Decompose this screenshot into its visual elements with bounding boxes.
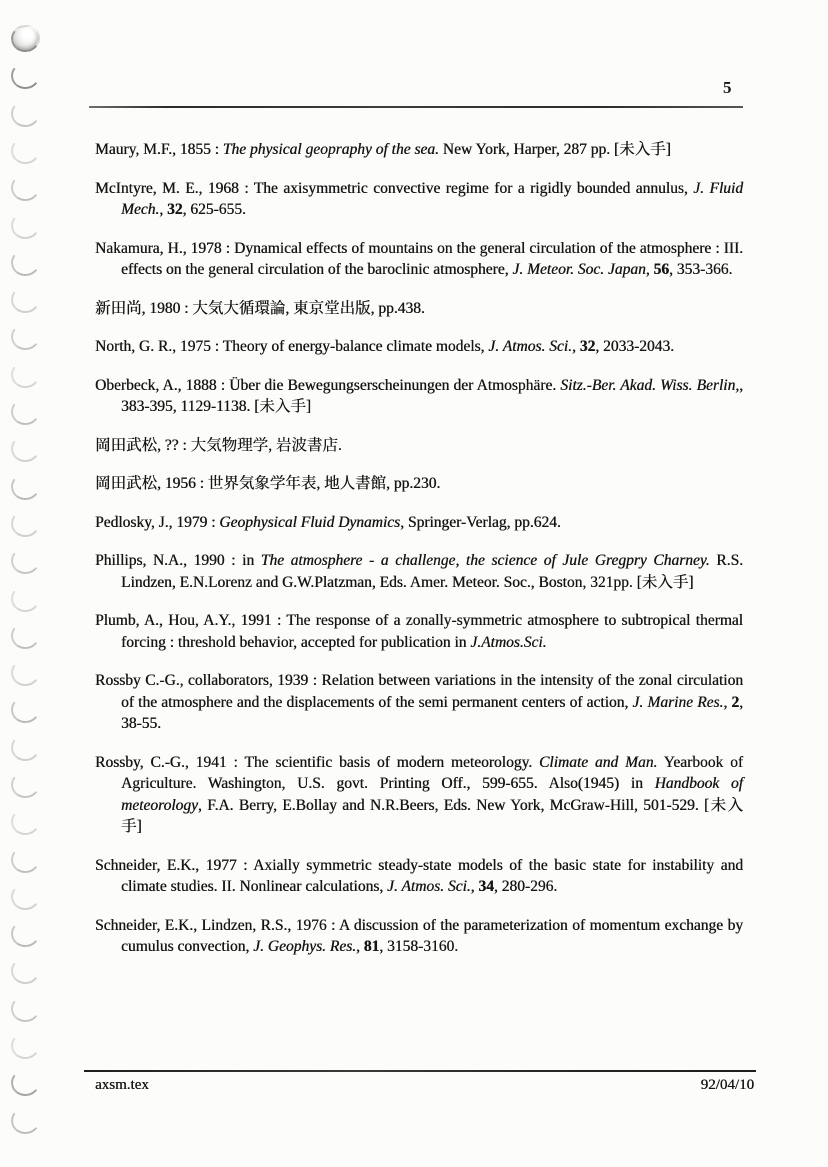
binding-ring [9, 806, 41, 837]
reference-entry [95, 752, 743, 838]
binding-ring [9, 247, 41, 278]
footer-date: 92/04/10 [700, 1077, 754, 1093]
reference-entry [95, 238, 743, 281]
binding-ring [9, 98, 41, 129]
reference-text-segment: Maury, M.F., 1855 : [95, 141, 223, 158]
reference-text-segment: Oberbeck, A., 1888 : Über die Bewegungserscheinungen der Atmosphäre. [95, 376, 561, 394]
reference-text-segment: North, G. R., 1975 : Theory of energy-balance climate models, [95, 338, 489, 355]
reference-text-segment: Sitz.-Ber. Akad. Wiss. Berlin, [560, 376, 740, 394]
reference-text-segment: 2 [731, 693, 740, 711]
spiral-binding [0, 0, 60, 1167]
reference-text-segment: , 383-395, 1129-1138. [未入手] [121, 376, 743, 415]
reference-text-segment: J. Atmos. Sci. [387, 878, 471, 895]
reference-list [95, 139, 743, 975]
reference-text-segment: 岡田武松, ?? : 大気物理学, 岩波書店. [95, 436, 342, 454]
binding-ring [9, 769, 41, 800]
binding-ring [9, 620, 41, 651]
binding-ring [9, 1030, 41, 1061]
reference-entry [95, 855, 743, 898]
reference-text-segment: Plumb, A., Hou, A.Y., 1991 : The response of a zonally-symmetric atmosphere to subtropical thermal forcing : threshold behavior, accepted for publication in [95, 612, 743, 651]
reference-text-segment: Schneider, E.K., 1977 : Axially symmetric steady-state models of the basic state for instability and climate studies. II. Nonlinear calculations, [95, 856, 743, 895]
footer-rule [84, 1070, 756, 1072]
page-number: 5 [723, 78, 732, 97]
reference-text-segment: , [159, 201, 168, 218]
reference-text-segment: The physical geopraphy of the sea. [222, 141, 439, 158]
binding-ring [9, 23, 41, 54]
binding-ring [9, 583, 41, 614]
binding-ring [9, 135, 41, 166]
reference-entry [95, 550, 743, 593]
reference-text-segment: , 3158-3160. [379, 938, 459, 955]
binding-ring [9, 732, 41, 763]
binding-ring [9, 284, 41, 315]
reference-entry [95, 435, 743, 457]
reference-entry [95, 336, 743, 358]
reference-entry [95, 178, 743, 221]
binding-ring [9, 955, 41, 986]
reference-text-segment: Nakamura, H., 1978 : Dynamical effects of mountains on the general circulation of the atmosphere : III. effects on the general circulation of the baroclinic atmosphere, [95, 239, 743, 278]
reference-text-segment: J.Atmos.Sci. [470, 633, 547, 651]
reference-text-segment: Handbook of meteorology [121, 775, 743, 814]
reference-text-segment: , [571, 338, 580, 355]
reference-text-segment: 32 [579, 338, 596, 355]
reference-text-segment: Phillips, N.A., 1990 : in [95, 552, 261, 569]
binding-ring [9, 993, 41, 1024]
reference-text-segment: Pedlosky, J., 1979 : [95, 513, 220, 531]
reference-entry [95, 139, 743, 161]
binding-ring [9, 1067, 41, 1098]
reference-text-segment: Schneider, E.K., Lindzen, R.S., 1976 : A discussion of the parameterization of momentum exchange by cumulus convection, [95, 916, 743, 955]
binding-ring [9, 396, 41, 427]
reference-text-segment: , [470, 878, 479, 895]
reference-entry [95, 298, 743, 320]
reference-text-segment: J. Fluid Mech. [121, 179, 743, 218]
binding-ring [9, 321, 41, 352]
reference-text-segment: R.S. Lindzen, E.N.Lorenz and G.W.Platzman, Eds. Amer. Meteor. Soc., Boston, 321pp. [未入手] [121, 552, 743, 591]
reference-entry [95, 512, 743, 534]
binding-ring [9, 657, 41, 688]
footer-filename: axsm.tex [95, 1077, 149, 1093]
reference-text-segment: , F.A. Berry, E.Bollay and N.R.Beers, Eds. New York, McGraw-Hill, 501-529. [未入手] [121, 796, 743, 835]
binding-ring [9, 172, 41, 203]
reference-text-segment: Climate and Man. [538, 753, 658, 771]
reference-text-segment: 新田尚, 1980 : 大気大循環論, 東京堂出版, pp.438. [95, 299, 425, 317]
header-rule [89, 106, 743, 108]
reference-text-segment: 81 [363, 938, 380, 955]
binding-ring [9, 433, 41, 464]
reference-text-segment: The atmosphere - a challenge, the science of Jule Gregpry Charney. [260, 552, 710, 569]
reference-text-segment: 34 [478, 878, 494, 895]
binding-ring [9, 918, 41, 949]
reference-entry [95, 915, 743, 958]
reference-entry [95, 375, 743, 418]
reference-text-segment: 56 [653, 261, 670, 278]
reference-text-segment: , [356, 938, 364, 955]
binding-ring [9, 60, 41, 91]
reference-text-segment: Yearbook of Agriculture. Washington, U.S. govt. Printing Off., 599-655. Also(1945) in [121, 753, 743, 792]
reference-entry [95, 473, 743, 495]
binding-ring [9, 210, 41, 241]
reference-text-segment: J. Meteor. Soc. Japan [512, 261, 646, 278]
reference-text-segment: J. Atmos. Sci. [488, 338, 572, 355]
reference-text-segment: , 280-296. [493, 878, 558, 895]
binding-ring [9, 844, 41, 875]
reference-text-segment: Rossby, C.-G., 1941 : The scientific basis of modern meteorology. [95, 753, 539, 771]
reference-text-segment: , 353-366. [669, 261, 733, 278]
reference-entry [95, 670, 743, 735]
reference-text-segment: , [645, 261, 654, 278]
binding-ring [9, 1105, 41, 1136]
binding-ring [9, 545, 41, 576]
reference-text-segment: New York, Harper, 287 pp. [未入手] [438, 141, 671, 158]
reference-text-segment: Rossby C.-G., collaborators, 1939 : Relation between variations in the intensity of the zonal circulation of the atmosphere and the displacements of the semi permanent centers of action, [95, 672, 743, 711]
reference-text-segment: J. Geophys. Res. [253, 938, 357, 955]
binding-ring [9, 694, 41, 725]
reference-text-segment: 32 [167, 201, 183, 218]
reference-entry [95, 610, 743, 653]
reference-text-segment: Geophysical Fluid Dynamics [219, 513, 401, 531]
reference-text-segment: J. Marine Res. [632, 693, 724, 711]
binding-ring [9, 359, 41, 390]
reference-text-segment: , [723, 693, 732, 711]
reference-text-segment: 岡田武松, 1956 : 世界気象学年表, 地人書館, pp.230. [95, 475, 441, 492]
reference-text-segment: McIntyre, M. E., 1968 : The axisymmetric convective regime for a rigidly bounded annulus, [95, 179, 694, 197]
page-footer [95, 1077, 754, 1094]
binding-ring [9, 508, 41, 539]
reference-text-segment: , 625-655. [182, 201, 246, 218]
binding-ring [9, 471, 41, 502]
binding-ring [9, 881, 41, 912]
reference-text-segment: , 2033-2043. [595, 338, 675, 355]
reference-text-segment: , Springer-Verlag, pp.624. [400, 513, 561, 531]
reference-text-segment: , 38-55. [121, 693, 744, 732]
